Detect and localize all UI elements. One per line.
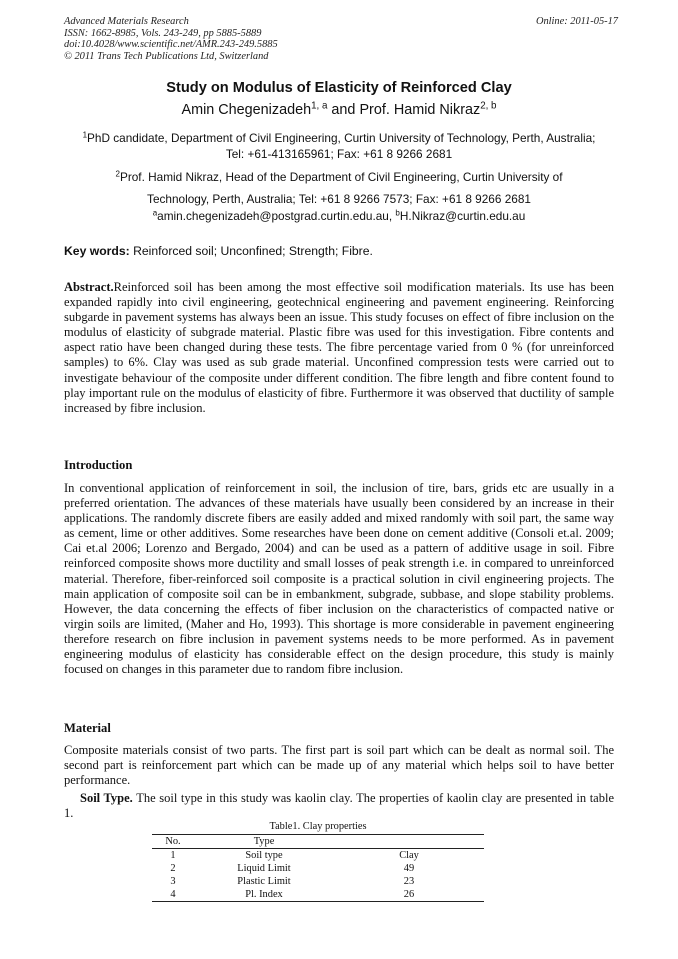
introduction-paragraph: In conventional application of reinforcement in soil, the inclusion of tire, bars, grids etc are usually in a preferred orientation. The advances of these materials have usually been considered by an increase in their applications. The randomly discrete fibers are easily added and mixed randomly with soil part, the same way as cement, lime or other additives. Some researches have been done on cement additive (Consoli et.al. 2009; Cai et.al 2006; Lorenzo and Bergado, 2004) and can be used as a pattern of additive usage in soil. Fibre reinforced composite shows more ductility and small losses of peak strength i.e. in compared to unreinforced material. Therefore, fiber-reinforced soil composite is a practical solution in civil engineering projects. The main application of composite soil can be in embankment, subgrade, subbase, and slope stability problems. However, the data concerning the effects of fiber inclusion on the characteristics of compacted native or virgin soils are limited, (Maher and Ho, 1993). This shortage is more considerable in pavement engineering therefore research on fibre inclusion in pavement systems needs to be more performed. As in pavement engineering modulus of elasticity has considerable effect on the design procedure, this study is mainly focused on changes in this parameter due to random fibre inclusion.	[64, 481, 614, 677]
journal-name: Advanced Materials Research	[64, 16, 189, 27]
table-row	[152, 875, 484, 888]
table-header-row	[152, 835, 484, 849]
abstract-label: Abstract.	[64, 280, 114, 294]
table-cell: Soil type	[245, 850, 283, 861]
material-heading: Material	[64, 721, 111, 735]
table-row	[152, 862, 484, 875]
keywords-text: Reinforced soil; Unconfined; Strength; Fibre.	[129, 244, 373, 258]
email-superscript: b	[395, 208, 400, 218]
table-cell: 49	[403, 863, 415, 874]
affiliation-text: Prof. Hamid Nikraz, Head of the Department of Civil Engineering, Curtin University of	[119, 170, 563, 184]
abstract-text: Reinforced soil has been among the most effective soil modification materials. Its use has been expanded rapidly into civil engineering, geotechnical engineering and pavement engineering. Reinforcing subgarde in pavement systems has always been an issue. This study focuses on effect of fibre inclusion on the modulus of elasticity of subgrade material. Plastic fibre was used for this investigation. Fibre contents and aspect ratio have been changed during these tests. The fibre percentage varied from 0 % (for unreinforced samples) to 6%. Clay was used as sub grade material. Unconfined compression tests were carried out to investigate behaviour of the composite under different condition. The fibre length and fibre content found to play important rule on the modulus of elasticity of fibre. Furthermore it was observed that ductility of sample increased by fibre inclusion.	[64, 280, 614, 415]
journal-header	[64, 16, 618, 62]
affiliation-1	[50, 130, 628, 162]
affiliation-text: PhD candidate, Department of Civil Engineering, Curtin University of Technology, Perth, Australia;	[87, 131, 596, 145]
author-line	[0, 102, 678, 118]
table-caption: Table1. Clay properties	[269, 821, 367, 832]
table-cell: 4	[170, 889, 176, 900]
table-cell: 3	[170, 876, 176, 887]
author-superscript: 2, b	[480, 100, 497, 112]
table-cell: 1	[170, 850, 176, 861]
author-joiner: and	[327, 102, 360, 118]
email-address: amin.chegenizadeh@postgrad.curtin.edu.au,	[157, 209, 396, 223]
affiliation-text: Tel: +61-413165961; Fax: +61 8 9266 2681	[225, 147, 453, 161]
material-paragraph: Composite materials consist of two parts. The first part is soil part which can be dealt as normal soil. The second part is reinforcement part which can be made up of any material which helps soil to have better performance.	[64, 743, 614, 788]
affiliation-superscript: 2	[115, 169, 120, 179]
keywords-label: Key words:	[64, 244, 130, 258]
table-header-cell: No.	[165, 836, 181, 847]
keywords	[64, 244, 373, 258]
affiliation-superscript: 1	[82, 130, 88, 140]
email-address: H.Nikraz@curtin.edu.au	[399, 209, 526, 223]
soil-type-label: Soil Type.	[80, 791, 133, 805]
table-header-cell	[334, 835, 484, 849]
affiliation-2	[50, 166, 628, 210]
table-cell: Clay	[399, 850, 419, 861]
table-cell: Plastic Limit	[237, 876, 291, 887]
issn-line: ISSN: 1662-8985, Vols. 243-249, pp 5885-5889	[64, 27, 262, 39]
clay-properties-table	[152, 834, 484, 902]
table-cell: 23	[403, 876, 415, 887]
email-superscript: a	[152, 208, 158, 218]
affiliation-text: Technology, Perth, Australia; Tel: +61 8 9266 7573; Fax: +61 8 9266 2681	[147, 192, 531, 206]
table-row	[152, 888, 484, 902]
table-cell: 26	[403, 889, 415, 900]
table-cell: 2	[170, 863, 176, 874]
email-line	[50, 208, 628, 224]
table-cell: Liquid Limit	[237, 863, 291, 874]
paper-title: Study on Modulus of Elasticity of Reinforced Clay	[166, 80, 512, 96]
online-date: Online: 2011-05-17	[535, 16, 618, 27]
abstract-paragraph	[64, 280, 614, 416]
table-cell: Pl. Index	[245, 889, 283, 900]
introduction-heading: Introduction	[64, 458, 133, 472]
table-row	[152, 849, 484, 863]
copyright-line: © 2011 Trans Tech Publications Ltd, Switzerland	[64, 50, 269, 62]
doi-line: doi:10.4028/www.scientific.net/AMR.243-249.5885	[64, 39, 278, 51]
author-name: Amin Chegenizadeh	[181, 102, 312, 118]
table-header-cell: Type	[253, 836, 275, 847]
author-name: Prof. Hamid Nikraz	[359, 102, 481, 118]
soil-type-paragraph	[64, 791, 618, 821]
soil-type-text: The soil type in this study was kaolin clay. The properties of kaolin clay are presented in table 1.	[64, 791, 618, 821]
author-superscript: 1, a	[311, 100, 328, 112]
